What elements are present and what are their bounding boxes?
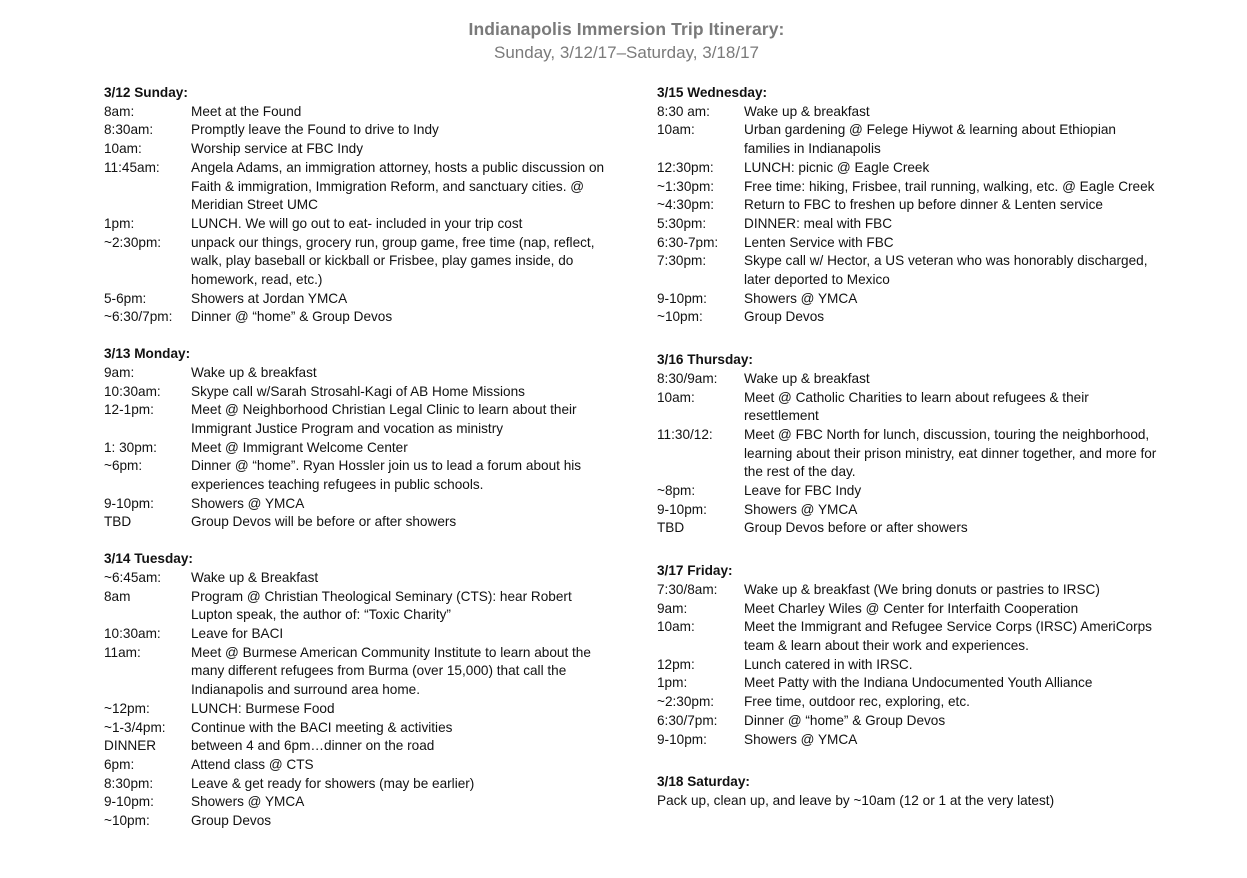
schedule-row <box>657 370 1157 389</box>
schedule-row <box>657 121 1157 158</box>
schedule-description: Wake up & breakfast <box>191 364 317 380</box>
schedule-time: ~6pm: <box>104 458 143 474</box>
schedule-row <box>104 569 614 588</box>
schedule-time: ~2:30pm: <box>104 234 162 250</box>
day-heading: 3/16 Thursday: <box>657 352 753 368</box>
schedule-time: TBD <box>657 520 685 536</box>
schedule-row <box>657 519 1157 538</box>
schedule-time: 7:30/8am: <box>657 581 718 597</box>
day-heading: 3/17 Friday: <box>657 563 733 579</box>
schedule-time: 11am: <box>104 644 141 660</box>
schedule-description: Promptly leave the Found to drive to Indy <box>191 122 439 138</box>
schedule-time: 9-10pm: <box>657 731 707 747</box>
schedule-time: ~2:30pm: <box>657 694 715 710</box>
schedule-time: 6:30/7pm: <box>657 712 718 728</box>
schedule-row <box>657 501 1157 520</box>
schedule-description: Leave for BACI <box>191 625 284 641</box>
schedule-row <box>104 756 614 775</box>
schedule-description: Wake up & breakfast <box>744 370 870 386</box>
schedule-description: LUNCH. We will go out to eat- included in your trip cost <box>191 215 523 231</box>
schedule-time: 10am: <box>104 141 142 157</box>
schedule-time: 9-10pm: <box>657 290 707 306</box>
schedule-time: 9am: <box>104 364 135 380</box>
schedule-description: Lenten Service with FBC <box>744 234 894 250</box>
schedule-time: 11:45am: <box>104 159 160 175</box>
schedule-description: Group Devos will be before or after showers <box>191 514 457 530</box>
schedule-description: Meet @ Burmese American Community Institute to learn about the many different refugees from Burma (over 15,000) that call the Indianapolis and surround area home. <box>191 644 591 698</box>
schedule-time: 1pm: <box>657 675 688 691</box>
schedule-row <box>104 644 614 700</box>
schedule-row <box>657 159 1157 178</box>
schedule-description: Attend class @ CTS <box>191 756 314 772</box>
schedule-time: 9-10pm: <box>657 501 707 517</box>
schedule-description: Showers at Jordan YMCA <box>191 290 348 306</box>
schedule-time: 7:30pm: <box>657 253 707 269</box>
schedule-description: Group Devos <box>191 813 272 829</box>
schedule-row <box>657 196 1157 215</box>
schedule-description: Dinner @ “home” & Group Devos <box>744 712 946 728</box>
schedule-description: Meet @ FBC North for lunch, discussion, touring the neighborhood, learning about their prison ministry, eat dinner together, and more for the rest of the day. <box>744 426 1157 480</box>
schedule-time: ~6:30/7pm: <box>104 309 173 325</box>
schedule-row <box>657 693 1157 712</box>
schedule-description: Showers @ YMCA <box>191 495 305 511</box>
schedule-row <box>657 308 1157 327</box>
schedule-row <box>104 159 614 215</box>
schedule-row <box>104 308 614 327</box>
schedule-description: Skype call w/Sarah Strosahl-Kagi of AB Home Missions <box>191 383 525 399</box>
schedule-time: ~10pm: <box>104 813 150 829</box>
schedule-description: Program @ Christian Theological Seminary (CTS): hear Robert Lupton speak, the author of: “Toxic Charity” <box>191 588 572 623</box>
schedule-description: Angela Adams, an immigration attorney, hosts a public discussion on Faith & immigration, Immigration Reform, and sanctuary cities. @ Meridian Street UMC <box>191 159 605 213</box>
schedule-time: 8:30pm: <box>104 775 154 791</box>
schedule-description: between 4 and 6pm…dinner on the road <box>191 738 435 754</box>
schedule-time: 12:30pm: <box>657 159 714 175</box>
schedule-row <box>104 290 614 309</box>
schedule-time: 10:30am: <box>104 383 161 399</box>
schedule-row <box>104 812 614 831</box>
schedule-time: 10am: <box>657 122 695 138</box>
day-heading: 3/13 Monday: <box>104 346 191 362</box>
schedule-time: 8am <box>104 588 131 604</box>
schedule-row <box>104 121 614 140</box>
schedule-row <box>657 482 1157 501</box>
schedule-description: unpack our things, grocery run, group game, free time (nap, reflect, walk, play baseball or kickball or Frisbee, play games inside, do homework, read, etc.) <box>191 234 595 288</box>
schedule-description: Meet Charley Wiles @ Center for Interfaith Cooperation <box>744 600 1079 616</box>
schedule-row <box>104 588 614 625</box>
schedule-description: Leave for FBC Indy <box>744 483 862 499</box>
day-heading: 3/18 Saturday: <box>657 774 750 790</box>
schedule-time: 9-10pm: <box>104 794 154 810</box>
schedule-row <box>657 103 1157 122</box>
schedule-row <box>657 618 1157 655</box>
right-column <box>657 84 1157 835</box>
schedule-row <box>104 364 614 383</box>
schedule-time: 9am: <box>657 600 688 616</box>
schedule-time: ~1-3/4pm: <box>104 719 166 735</box>
schedule-description: Showers @ YMCA <box>744 501 858 517</box>
schedule-time: ~10pm: <box>657 309 703 325</box>
schedule-time: 8:30/9am: <box>657 370 718 386</box>
schedule-row <box>104 439 614 458</box>
schedule-row <box>657 600 1157 619</box>
schedule-description: Meet Patty with the Indiana Undocumented Youth Alliance <box>744 675 1093 691</box>
schedule-time: ~1:30pm: <box>657 178 715 194</box>
schedule-row <box>104 495 614 514</box>
schedule-row <box>104 700 614 719</box>
day-note: Pack up, clean up, and leave by ~10am (12 or 1 at the very latest) <box>657 792 1055 808</box>
schedule-description: Meet @ Neighborhood Christian Legal Clinic to learn about their Immigrant Justice Program and vocation as ministry <box>191 402 577 436</box>
schedule-time: 5-6pm: <box>104 290 147 306</box>
schedule-row <box>657 252 1157 289</box>
schedule-row <box>104 234 614 290</box>
schedule-description: Showers @ YMCA <box>191 794 305 810</box>
schedule-row <box>657 656 1157 675</box>
day-heading: 3/14 Tuesday: <box>104 551 193 567</box>
schedule-time: 8:30am: <box>104 122 154 138</box>
schedule-row <box>657 712 1157 731</box>
schedule-description: Leave & get ready for showers (may be earlier) <box>191 775 475 791</box>
schedule-description: Skype call w/ Hector, a US veteran who was honorably discharged, later deported to Mexico <box>744 253 1148 288</box>
schedule-time: 9-10pm: <box>104 495 154 511</box>
schedule-row <box>657 731 1157 750</box>
schedule-row <box>104 383 614 402</box>
day-section <box>104 84 614 327</box>
left-column <box>104 84 614 849</box>
schedule-time: 10:30am: <box>104 625 161 641</box>
schedule-description: Free time, outdoor rec, exploring, etc. <box>744 694 970 710</box>
schedule-description: Dinner @ “home” & Group Devos <box>191 309 393 325</box>
schedule-row <box>657 674 1157 693</box>
schedule-row <box>104 457 614 494</box>
schedule-row <box>657 234 1157 253</box>
schedule-description: Wake up & breakfast (We bring donuts or pastries to IRSC) <box>744 581 1100 597</box>
schedule-description: Meet @ Immigrant Welcome Center <box>191 439 408 455</box>
document-title: Indianapolis Immersion Trip Itinerary: <box>468 19 785 39</box>
schedule-description: Meet at the Found <box>191 103 302 119</box>
schedule-row <box>657 290 1157 309</box>
schedule-description: Meet @ Catholic Charities to learn about refugees & their resettlement <box>744 389 1089 424</box>
schedule-description: Group Devos <box>744 309 825 325</box>
schedule-row <box>657 178 1157 197</box>
schedule-row <box>104 140 614 159</box>
schedule-row <box>657 581 1157 600</box>
schedule-row <box>104 401 614 438</box>
schedule-description: Dinner @ “home”. Ryan Hossler join us to lead a forum about his experiences teaching refugees in public schools. <box>191 458 582 493</box>
schedule-description: Return to FBC to freshen up before dinner & Lenten service <box>744 197 1103 213</box>
schedule-description: Urban gardening @ Felege Hiywot & learning about Ethiopian families in Indianapolis <box>744 122 1116 157</box>
schedule-time: DINNER <box>104 738 157 754</box>
schedule-time: 10am: <box>657 389 695 405</box>
schedule-row <box>657 215 1157 234</box>
schedule-description: LUNCH: picnic @ Eagle Creek <box>744 159 930 175</box>
schedule-time: ~8pm: <box>657 483 696 499</box>
document-subtitle: Sunday, 3/12/17–Saturday, 3/18/17 <box>494 43 759 62</box>
schedule-time: 11:30/12: <box>657 426 713 442</box>
schedule-time: ~12pm: <box>104 700 150 716</box>
document-title-block <box>0 17 1247 65</box>
schedule-row <box>657 389 1157 426</box>
schedule-description: Lunch catered in with IRSC. <box>744 656 913 672</box>
schedule-description: LUNCH: Burmese Food <box>191 700 335 716</box>
schedule-description: Showers @ YMCA <box>744 290 858 306</box>
day-section <box>657 773 1157 810</box>
schedule-description: Worship service at FBC Indy <box>191 141 363 157</box>
schedule-row <box>104 775 614 794</box>
schedule-row <box>104 737 614 756</box>
schedule-time: 10am: <box>657 619 695 635</box>
schedule-row <box>104 215 614 234</box>
day-heading: 3/15 Wednesday: <box>657 85 768 100</box>
schedule-row <box>104 793 614 812</box>
schedule-time: 12pm: <box>657 656 695 672</box>
schedule-description: Group Devos before or after showers <box>744 520 968 536</box>
schedule-time: 6pm: <box>104 756 135 772</box>
schedule-time: 8am: <box>104 103 135 119</box>
schedule-time: TBD <box>104 514 132 530</box>
schedule-row <box>657 426 1157 482</box>
schedule-time: ~6:45am: <box>104 569 162 585</box>
schedule-time: 1: 30pm: <box>104 439 157 455</box>
schedule-time: 12-1pm: <box>104 402 154 418</box>
day-heading: 3/12 Sunday: <box>104 85 188 100</box>
schedule-description: Free time: hiking, Frisbee, trail running, walking, etc. @ Eagle Creek <box>744 178 1155 194</box>
schedule-time: ~4:30pm: <box>657 197 715 213</box>
day-section <box>657 351 1157 538</box>
day-section <box>657 84 1157 327</box>
schedule-description: Wake up & Breakfast <box>191 569 319 585</box>
schedule-time: 5:30pm: <box>657 215 707 231</box>
schedule-description: Continue with the BACI meeting & activities <box>191 719 453 735</box>
schedule-time: 6:30-7pm: <box>657 234 719 250</box>
schedule-row <box>104 513 614 532</box>
day-section <box>104 550 614 831</box>
schedule-time: 1pm: <box>104 215 135 231</box>
day-section <box>657 562 1157 749</box>
schedule-time: 8:30 am: <box>657 103 710 119</box>
schedule-row <box>104 719 614 738</box>
schedule-description: Showers @ YMCA <box>744 731 858 747</box>
schedule-description: Meet the Immigrant and Refugee Service Corps (IRSC) AmeriCorps team & learn about their work and experiences. <box>744 619 1152 653</box>
schedule-row <box>104 625 614 644</box>
schedule-description: DINNER: meal with FBC <box>744 215 893 231</box>
day-section <box>104 345 614 532</box>
schedule-row <box>104 103 614 122</box>
schedule-description: Wake up & breakfast <box>744 103 870 119</box>
